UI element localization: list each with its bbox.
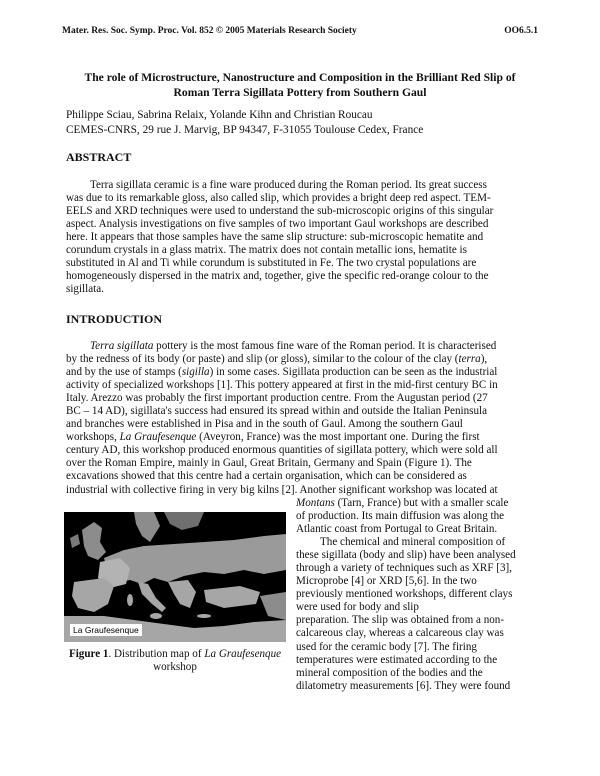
column-line: preparation. The slip was obtained from a non-: [296, 614, 505, 627]
map-image: [64, 512, 286, 642]
intro-text: and by the use of stamps (: [66, 366, 182, 379]
column-text: (Tarn, France) but with a smaller scale: [334, 497, 509, 509]
term-sigilla: sigilla: [181, 366, 210, 379]
column-line: through a variety of techniques such as XRF [3],: [296, 562, 512, 575]
abstract-line: corundum crystals in a glass matrix. The matrix does not contain metallic ions, hematite is: [66, 244, 467, 257]
column-line: calcareous clay, whereas a calcareous clay was: [296, 627, 504, 640]
abstract-heading: ABSTRACT: [66, 150, 132, 164]
intro-line: over the Roman Empire, mainly in Gaul, Great Britain, Germany and Spain (Figure 1). The: [66, 457, 472, 470]
right-column-text: [296, 497, 534, 693]
abstract-line: Terra sigillata ceramic is a fine ware produced during the Roman period. Its great success: [90, 179, 487, 191]
abstract-line: sigillata.: [66, 283, 104, 296]
intro-line: [66, 431, 534, 444]
column-line: The chemical and mineral composition of: [320, 536, 506, 549]
introduction-heading: INTRODUCTION: [66, 312, 163, 326]
title-line-2: Roman Terra Sigillata Pottery from Southern Gaul: [173, 86, 427, 99]
distribution-map: [64, 512, 286, 642]
abstract-line: homogeneously dispersed in the matrix and, together, give the specific red-orange colour to the: [66, 270, 489, 283]
intro-line: and branches were established in Pisa and in the south of Gaul. Among the southern Gaul: [66, 418, 463, 431]
abstract-line: EELS and XRD techniques were used to understand the sub-microscopic origins of this singular: [66, 205, 494, 218]
intro-line: industrial with collective firing in very big kilns [2]. Another significant workshop was located at: [66, 483, 498, 496]
figure-caption: [64, 648, 286, 674]
intro-line: [66, 353, 534, 366]
intro-text: pottery is the most famous fine ware of the Roman period. It is characterised: [153, 340, 497, 352]
term-terra-sigillata: Terra sigillata: [90, 340, 154, 352]
column-line: previously mentioned workshops, different clays: [296, 588, 513, 601]
column-line: Microprobe [4] or XRD [5,6]. In the two: [296, 575, 477, 588]
caption-term: La Graufesenque: [204, 648, 282, 660]
intro-text: ) in some cases. Sigillata production can be seen as the industrial: [209, 366, 498, 379]
column-line: temperatures were estimated according to the: [296, 653, 498, 666]
intro-line: Italy. Arezzo was probably the first important production centre. From the Augustan period (27: [66, 392, 488, 405]
caption-text: workshop: [153, 661, 197, 674]
author-affiliation: CEMES-CNRS, 29 rue J. Marvig, BP 94347, F-31055 Toulouse Cedex, France: [66, 124, 424, 136]
intro-line: [66, 340, 534, 353]
abstract-line: was due to its remarkable gloss, also called slip, which provides a bright deep red aspect. TEM-: [66, 192, 491, 205]
introduction-body: [66, 340, 534, 497]
running-header: [62, 26, 538, 36]
intro-line: activity of specialized workshops [1]. This pottery appeared at first in the mid-first century BC in: [66, 379, 498, 392]
abstract-body: [66, 179, 534, 296]
intro-line: century AD, this workshop produced enormous quantities of sigillata pottery, which were sold all: [66, 444, 498, 457]
term-montans: Montans: [296, 497, 335, 509]
intro-text: by the redness of its body (or paste) and slip (or gloss), similar to the colour of the clay (: [66, 353, 459, 366]
column-line: of production. Its main diffusion was along the: [296, 510, 505, 523]
intro-text: workshops,: [66, 431, 120, 444]
abstract-line: aspect. Analysis investigations on five samples of two important Gaul workshops are described: [66, 218, 489, 231]
abstract-line: here. It appears that those samples have the same slip structure: sub-microscopic hematite and: [66, 231, 484, 244]
column-line: Atlantic coast from Portugal to Great Britain.: [296, 523, 498, 536]
term-terra: terra: [458, 353, 481, 366]
title-line-1: The role of Microstructure, Nanostructure and Composition in the Brilliant Red Slip of: [84, 71, 516, 84]
journal-citation: Mater. Res. Soc. Symp. Proc. Vol. 852 © 2005 Materials Research Society: [62, 26, 357, 36]
column-line: were used for body and slip: [296, 601, 419, 614]
figure-number: Figure 1: [68, 648, 109, 660]
term-la-graufesenque: La Graufesenque: [119, 431, 197, 444]
column-line: used for the ceramic body [7]. The firing: [296, 640, 477, 653]
intro-text: ),: [480, 353, 488, 366]
map-label-la-graufesenque: La Graufesenque: [70, 624, 142, 636]
intro-line: BC – 14 AD), sigillata's success had ensured its spread within and outside the Italian Peninsula: [66, 405, 488, 418]
author-names: Philippe Sciau, Sabrina Relaix, Yolande Kihn and Christian Roucau: [66, 109, 373, 121]
intro-text: (Aveyron, France) was the most important one. During the first: [196, 431, 480, 444]
column-line: mineral composition of the bodies and the: [296, 666, 483, 679]
paper-title: [62, 70, 538, 100]
intro-line: excavations showed that this centre had a certain organisation, which can be considered as: [66, 470, 467, 483]
column-line: [296, 497, 534, 510]
abstract-line: substituted in Al and Ti while corundum is substituted in Fe. The two crystal populations are: [66, 257, 477, 270]
column-line: dilatometry measurements [6]. They were found: [296, 679, 511, 692]
column-line: these sigillata (body and slip) have been analysed: [296, 549, 516, 562]
intro-line: [66, 366, 534, 379]
caption-text: . Distribution map of: [108, 648, 205, 660]
author-block: [66, 108, 538, 138]
paper-id: OO6.5.1: [504, 26, 538, 36]
